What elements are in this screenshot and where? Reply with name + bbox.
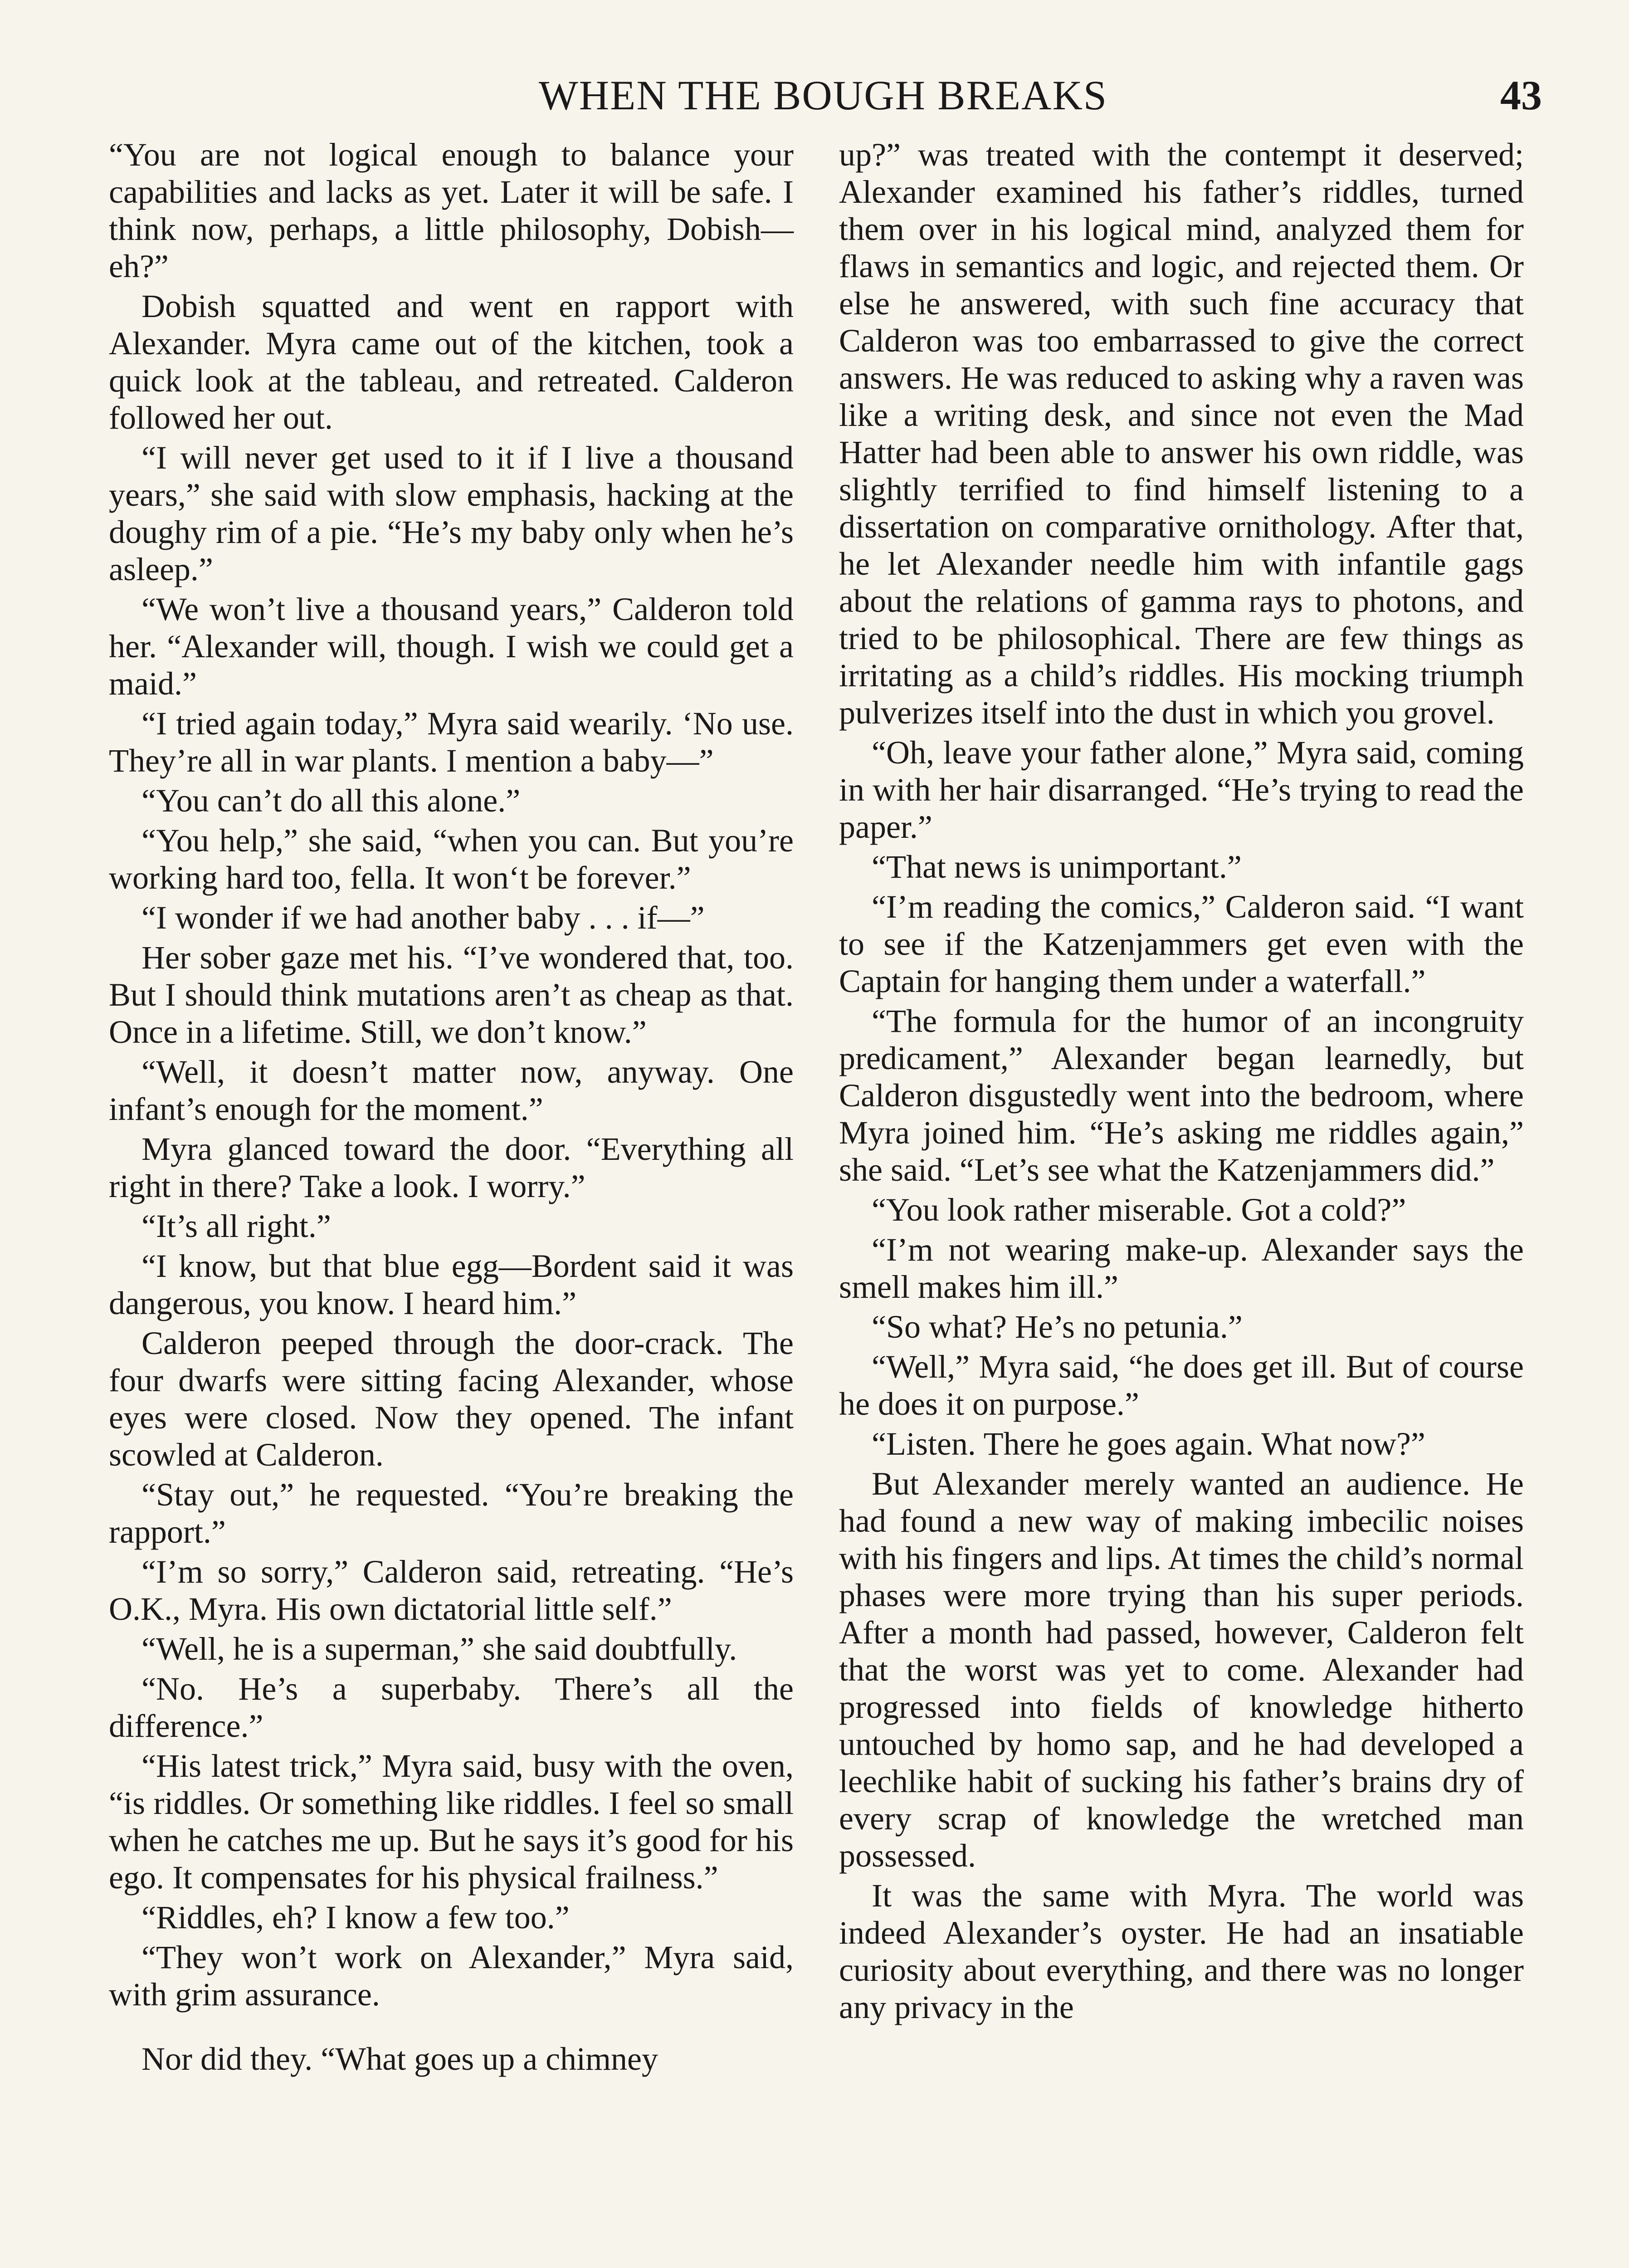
paragraph: “You are not logical enough to balance your capabilities and lacks as yet. Later it will be safe. I think now, perhaps, a little philosophy, Dobish—eh?” — [109, 137, 794, 284]
paragraph: “You help,” she said, “when you can. But you’re working hard too, fella. It won‘t be forever.” — [109, 822, 794, 896]
paragraph: “I’m not wearing make-up. Alexander says the smell makes him ill.” — [839, 1232, 1524, 1305]
paragraph: “Well, it doesn’t matter now, anyway. One infant’s enough for the moment.” — [109, 1054, 794, 1127]
paragraph: “That news is unimportant.” — [872, 849, 1242, 885]
paragraph: “I wonder if we had another baby . . . if—” — [141, 899, 705, 936]
paragraph: But Alexander merely wanted an audience. He had found a new way of making imbecilic noises with his fingers and lips. At times the child’s normal phases were more trying than his super periods. After a month had passed, however, Calderon felt that the worst was yet to come. Alexander had progressed into fields of knowledge hitherto untouched by homo sap, and he had developed a leechlike habit of sucking his father’s brains dry of every scrap of knowledge the wretched man possessed. — [839, 1466, 1524, 1874]
running-header — [104, 68, 1542, 122]
paragraph: “His latest trick,” Myra said, busy with the oven, “is riddles. Or something like riddles. I feel so small when he catches me up. But he says it’s good for his ego. It compensates for his physical frailness.” — [109, 1748, 794, 1896]
paragraph: Myra glanced toward the door. “Everything all right in there? Take a look. I worry.” — [109, 1131, 794, 1204]
paragraph: “You look rather miserable. Got a cold?” — [872, 1192, 1406, 1228]
page-number: 43 — [1500, 72, 1542, 118]
paragraph: “I tried again today,” Myra said wearily. ‘No use. They’re all in war plants. I mention a baby—” — [109, 705, 794, 779]
paragraph: “Well,” Myra said, “he does get ill. But of course he does it on purpose.” — [839, 1349, 1524, 1422]
paragraph: Dobish squatted and went en rapport with Alexander. Myra came out of the kitchen, took a quick look at the tableau, and retreated. Calderon followed her out. — [109, 288, 794, 436]
paragraph: “Riddles, eh? I know a few too.” — [141, 1899, 570, 1936]
paragraph: “You can’t do all this alone.” — [141, 782, 521, 819]
paragraph: “Listen. There he goes again. What now?” — [872, 1426, 1425, 1462]
paragraph: “I’m reading the comics,” Calderon said. “I want to see if the Katzenjammers get even with the Captain for hanging them under a waterfall.” — [839, 889, 1524, 999]
right-text-column — [839, 136, 1524, 2028]
paragraph: “So what? He’s no petunia.” — [872, 1309, 1243, 1345]
paragraph: “The formula for the humor of an incongruity predicament,” Alexander began learnedly, but Calderon disgustedly went into the bedroom, where Myra joined him. “He’s asking me riddles again,” she said. “Let’s see what the Katzenjammers did.” — [839, 1003, 1524, 1188]
paragraph: “Well, he is a superman,” she said doubtfully. — [141, 1631, 737, 1667]
paragraph: up?” was treated with the contempt it deserved; Alexander examined his father’s riddles, turned them over in his logical mind, analyzed them for flaws in semantics and logic, and rejected them. Or else he answered, with such fine accuracy that Calderon was too embarrassed to give the correct answers. He was reduced to asking why a raven was like a writing desk, and since not even the Mad Hatter had been able to answer his own riddle, was slightly terrified to find himself listening to a dissertation on comparative ornithology. After that, he let Alexander needle him with infantile gags about the relations of gamma rays to photons, and tried to be philosophical. There are few things as irritating as a child’s riddles. His mocking triumph pulverizes itself into the dust in which you grovel. — [839, 137, 1524, 731]
chapter-title: WHEN THE BOUGH BREAKS — [538, 72, 1108, 118]
paragraph: “I will never get used to it if I live a thousand years,” she said with slow emphasis, hacking at the doughy rim of a pie. “He’s my baby only when he’s asleep.” — [109, 440, 794, 587]
paragraph: “I’m so sorry,” Calderon said, retreating. “He’s O.K., Myra. His own dictatorial little self.” — [109, 1554, 794, 1627]
paragraph: It was the same with Myra. The world was indeed Alexander’s oyster. He had an insatiable curiosity about everything, and there was no longer any privacy in the — [839, 1877, 1524, 2025]
paragraph: “No. He’s a superbaby. There’s all the difference.” — [109, 1671, 794, 1744]
paragraph: “Oh, leave your father alone,” Myra said, coming in with her hair disarranged. “He’s trying to read the paper.” — [839, 734, 1524, 845]
paragraph: “I know, but that blue egg—Bordent said it was dangerous, you know. I heard him.” — [109, 1248, 794, 1321]
paragraph: “It’s all right.” — [141, 1208, 331, 1244]
paragraph: “Stay out,” he requested. “You’re breaking the rapport.” — [109, 1476, 794, 1550]
paragraph: Her sober gaze met his. “I’ve wondered that, too. But I should think mutations aren’t as cheap as that. Once in a lifetime. Still, we don’t know.” — [109, 939, 794, 1050]
paragraph: Calderon peeped through the door-crack. The four dwarfs were sitting facing Alexander, whose eyes were closed. Now they opened. The infant scowled at Calderon. — [109, 1325, 794, 1473]
left-text-column — [109, 136, 794, 2080]
paragraph: Nor did they. “What goes up a chimney — [141, 2041, 658, 2077]
paragraph: “We won’t live a thousand years,” Calderon told her. “Alexander will, though. I wish we could get a maid.” — [109, 591, 794, 702]
paragraph: “They won’t work on Alexander,” Myra said, with grim assurance. — [109, 1939, 794, 2013]
